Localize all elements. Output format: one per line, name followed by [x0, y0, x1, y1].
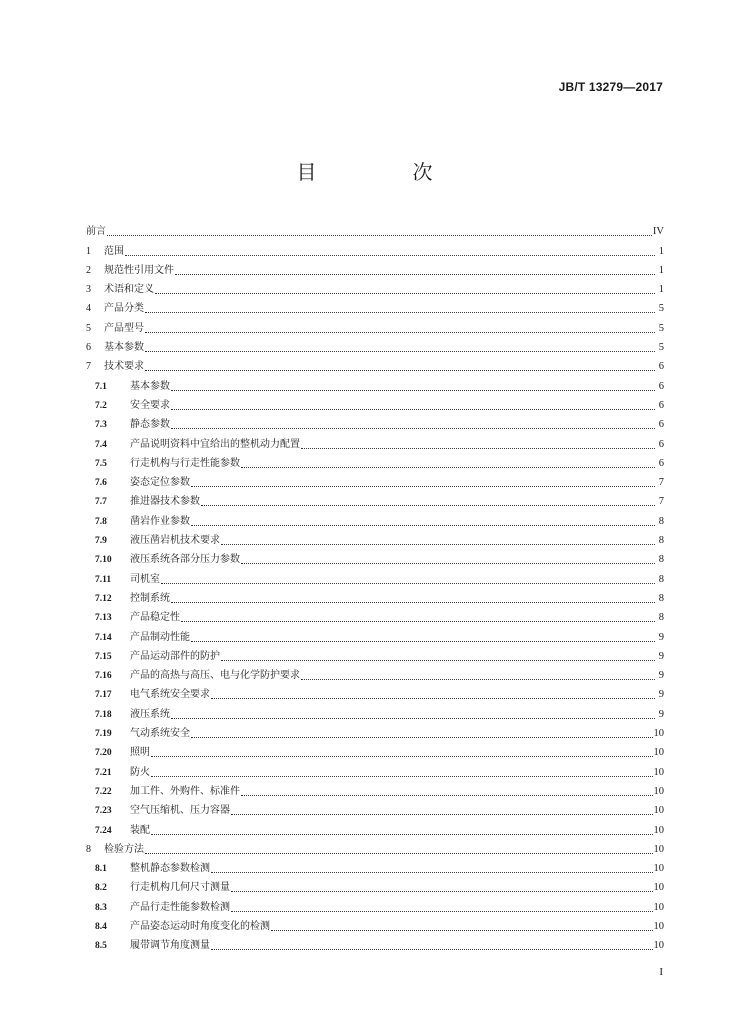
toc-entry-title: 装配 [130, 824, 150, 836]
toc-entry-number: 7.2 [95, 400, 107, 411]
dot-leader [231, 813, 653, 815]
toc-entry[interactable] [86, 683, 664, 702]
toc-entry-number: 7.19 [95, 729, 112, 740]
dot-leader [231, 910, 653, 912]
dot-leader [161, 582, 655, 584]
toc-entry-page: 1 [658, 284, 664, 296]
toc-entry-number: 8.3 [95, 902, 107, 913]
toc-entry-number: 7.22 [95, 786, 112, 797]
toc-entry-title: 产品稳定性 [130, 612, 180, 624]
toc-entry-number: 7.20 [95, 748, 112, 759]
toc-entry-number: 7.17 [95, 690, 112, 701]
dot-leader [145, 331, 655, 333]
toc-entry-page: 10 [653, 747, 664, 759]
toc-entry-title: 术语和定义 [104, 284, 154, 296]
toc-entry-page: 8 [658, 515, 664, 527]
dot-leader [171, 717, 655, 719]
toc-entry[interactable] [86, 316, 664, 335]
toc-entry-title: 电气系统安全要求 [130, 689, 210, 701]
dot-leader [181, 620, 655, 622]
toc-entry-page: 6 [658, 399, 664, 411]
toc-entry-page: 6 [658, 419, 664, 431]
toc-entry[interactable] [86, 664, 664, 683]
toc-entry[interactable] [86, 838, 664, 857]
dot-leader [151, 833, 653, 835]
toc-entry-number: 7.4 [95, 439, 107, 450]
toc-entry[interactable] [86, 780, 664, 799]
toc-entry[interactable] [86, 452, 664, 471]
toc-entry-title: 姿态定位参数 [130, 477, 190, 489]
toc-title: 目 次 [296, 160, 471, 184]
toc-entry-number: 2 [86, 264, 91, 276]
toc-entry-page: 8 [658, 612, 664, 624]
toc-entry[interactable] [86, 394, 664, 413]
dot-leader [191, 485, 655, 487]
dot-leader [211, 697, 655, 699]
toc-entry-number: 7.13 [95, 613, 112, 624]
toc-entry-number: 8 [86, 843, 91, 855]
dot-leader [201, 504, 655, 506]
toc-entry-number: 7 [86, 361, 91, 373]
toc-entry-number: 6 [86, 342, 91, 354]
toc-entry[interactable] [86, 876, 664, 895]
toc-entry[interactable] [86, 529, 664, 548]
dot-leader [145, 369, 655, 371]
toc-entry[interactable] [86, 509, 664, 528]
toc-entry-page: 10 [653, 843, 664, 855]
toc-entry[interactable] [86, 490, 664, 509]
dot-leader [171, 408, 655, 410]
toc-entry-number: 7.8 [95, 516, 107, 527]
toc-entry-title: 静态参数 [130, 419, 170, 431]
toc-entry-title: 检验方法 [104, 843, 144, 855]
toc-entry[interactable] [86, 336, 664, 355]
toc-entry-number: 5 [86, 322, 91, 334]
dot-leader [221, 659, 655, 661]
toc-entry-page: 1 [658, 245, 664, 257]
toc-entry-title: 行走机构几何尺寸测量 [130, 882, 230, 894]
toc-entry-number: 1 [86, 245, 91, 257]
toc-entry-title: 基本参数 [104, 342, 144, 354]
toc-entry[interactable] [86, 799, 664, 818]
standard-number: JB/T 13279—2017 [558, 80, 663, 94]
toc-entry-title: 推进器技术参数 [130, 496, 200, 508]
toc-entry[interactable] [86, 606, 664, 625]
toc-entry[interactable] [86, 548, 664, 567]
toc-entry-page: 7 [658, 496, 664, 508]
dot-leader [211, 871, 653, 873]
toc-entry-page: 10 [653, 824, 664, 836]
dot-leader [301, 447, 655, 449]
dot-leader [191, 524, 655, 526]
dot-leader [145, 852, 653, 854]
toc-entry[interactable] [86, 259, 664, 278]
dot-leader [301, 678, 655, 680]
toc-entry-page: 10 [653, 863, 664, 875]
dot-leader [221, 543, 655, 545]
toc-entry-number: 8.1 [95, 864, 107, 875]
dot-leader [271, 929, 653, 931]
toc-entry[interactable] [86, 722, 664, 741]
toc-entry-page: 10 [653, 785, 664, 797]
toc-entry-title: 规范性引用文件 [104, 264, 174, 276]
toc-entry-number: 3 [86, 284, 91, 296]
toc-entry-title: 气动系统安全 [130, 728, 190, 740]
dot-leader [151, 755, 653, 757]
toc-entry-page: 6 [658, 361, 664, 373]
toc-entry[interactable] [86, 741, 664, 760]
dot-leader [241, 794, 653, 796]
dot-leader [151, 775, 653, 777]
toc-entry-number: 7.18 [95, 709, 112, 720]
toc-entry-page: 6 [658, 380, 664, 392]
toc-entry-page: 10 [653, 920, 664, 932]
toc-entry-number: 7.11 [95, 574, 112, 585]
dot-leader [107, 234, 652, 236]
toc-entry-number: 7.9 [95, 536, 107, 547]
toc-entry-page: 8 [658, 573, 664, 585]
toc-entry-number: 7.1 [95, 381, 107, 392]
toc-entry[interactable] [86, 934, 664, 953]
toc-entry-title: 前言 [86, 226, 106, 238]
toc-entry-title: 履带调节角度测量 [130, 940, 210, 952]
toc-entry-title: 产品型号 [104, 322, 144, 334]
toc-entry-number: 7.16 [95, 671, 112, 682]
toc-entry-title: 安全要求 [130, 399, 170, 411]
toc-entry[interactable] [86, 278, 664, 297]
toc-entry-title: 空气压缩机、压力容器 [130, 805, 230, 817]
toc-entry-title: 产品运动部件的防护 [130, 650, 220, 662]
toc-entry-number: 4 [86, 303, 91, 315]
dot-leader [125, 254, 655, 256]
table-of-contents [86, 220, 664, 953]
toc-entry-number: 7.5 [95, 458, 107, 469]
dot-leader [155, 292, 655, 294]
toc-entry-title: 产品行走性能参数检测 [130, 901, 230, 913]
toc-entry-title: 产品的高热与高压、电与化学防护要求 [130, 670, 300, 682]
toc-entry-title: 产品制动性能 [130, 631, 190, 643]
toc-entry-title: 产品姿态运动时角度变化的检测 [130, 920, 270, 932]
toc-entry-page: 8 [658, 592, 664, 604]
toc-entry-number: 7.3 [95, 420, 107, 431]
dot-leader [171, 427, 655, 429]
toc-entry-title: 液压系统各部分压力参数 [130, 554, 240, 566]
toc-entry-page: 10 [653, 766, 664, 778]
toc-entry-title: 液压凿岩机技术要求 [130, 535, 220, 547]
toc-entry[interactable] [86, 297, 664, 316]
toc-entry[interactable] [86, 625, 664, 644]
toc-entry-page: 10 [653, 901, 664, 913]
dot-leader [231, 890, 653, 892]
toc-entry[interactable] [86, 413, 664, 432]
toc-entry[interactable] [86, 432, 664, 451]
toc-entry-number: 8.5 [95, 941, 107, 952]
toc-entry-page: 10 [653, 805, 664, 817]
dot-leader [145, 311, 655, 313]
toc-entry-title: 控制系统 [130, 592, 170, 604]
dot-leader [241, 466, 655, 468]
toc-entry-page: 1 [658, 264, 664, 276]
dot-leader [171, 389, 655, 391]
toc-entry[interactable] [86, 239, 664, 258]
toc-entry-number: 7.15 [95, 651, 112, 662]
toc-entry[interactable] [86, 895, 664, 914]
toc-entry[interactable] [86, 471, 664, 490]
toc-entry-title: 加工件、外购件、标准件 [130, 785, 240, 797]
toc-entry[interactable] [86, 220, 664, 239]
toc-entry-number: 7.7 [95, 497, 107, 508]
toc-entry-page: 9 [658, 670, 664, 682]
toc-entry-number: 8.4 [95, 921, 107, 932]
toc-entry-number: 7.23 [95, 806, 112, 817]
toc-entry-title: 范围 [104, 245, 124, 257]
dot-leader [145, 350, 655, 352]
toc-entry-page: 7 [658, 477, 664, 489]
toc-entry[interactable] [86, 567, 664, 586]
toc-entry-title: 基本参数 [130, 380, 170, 392]
toc-entry-page: 5 [658, 303, 664, 315]
toc-entry[interactable] [86, 818, 664, 837]
toc-entry-page: 9 [658, 631, 664, 643]
dot-leader [191, 736, 653, 738]
toc-entry-title: 产品说明资料中宜给出的整机动力配置 [130, 438, 300, 450]
toc-entry[interactable] [86, 587, 664, 606]
toc-entry-number: 7.14 [95, 632, 112, 643]
dot-leader [211, 948, 653, 950]
toc-entry-page: 8 [658, 554, 664, 566]
toc-entry-title: 防火 [130, 766, 150, 778]
toc-entry-page: 10 [653, 882, 664, 894]
toc-entry-title: 产品分类 [104, 303, 144, 315]
page-number: I [659, 966, 663, 978]
toc-entry-title: 行走机构与行走性能参数 [130, 457, 240, 469]
toc-entry-title: 技术要求 [104, 361, 144, 373]
dot-leader [191, 640, 655, 642]
toc-entry[interactable] [86, 760, 664, 779]
dot-leader [171, 601, 655, 603]
toc-entry-page: 5 [658, 322, 664, 334]
toc-entry-page: 10 [653, 940, 664, 952]
toc-entry-page: 9 [658, 650, 664, 662]
toc-entry-page: 9 [658, 708, 664, 720]
toc-entry-title: 照明 [130, 747, 150, 759]
toc-entry-page: 9 [658, 689, 664, 701]
toc-entry-page: 5 [658, 342, 664, 354]
toc-entry-title: 凿岩作业参数 [130, 515, 190, 527]
toc-entry[interactable] [86, 915, 664, 934]
toc-entry-page: IV [652, 226, 664, 238]
toc-entry-number: 7.21 [95, 767, 112, 778]
toc-entry-number: 7.12 [95, 593, 112, 604]
toc-entry[interactable] [86, 702, 664, 721]
toc-entry-page: 6 [658, 457, 664, 469]
toc-entry-title: 整机静态参数检测 [130, 863, 210, 875]
toc-entry[interactable] [86, 857, 664, 876]
toc-entry-number: 7.24 [95, 825, 112, 836]
toc-entry-number: 8.2 [95, 883, 107, 894]
toc-entry[interactable] [86, 374, 664, 393]
toc-entry[interactable] [86, 645, 664, 664]
dot-leader [241, 562, 655, 564]
toc-entry-title: 液压系统 [130, 708, 170, 720]
toc-entry-title: 司机室 [130, 573, 160, 585]
toc-entry-page: 10 [653, 728, 664, 740]
dot-leader [175, 273, 655, 275]
toc-entry-number: 7.10 [95, 555, 112, 566]
toc-entry[interactable] [86, 355, 664, 374]
toc-entry-number: 7.6 [95, 478, 107, 489]
toc-entry-page: 6 [658, 438, 664, 450]
toc-entry-page: 8 [658, 535, 664, 547]
